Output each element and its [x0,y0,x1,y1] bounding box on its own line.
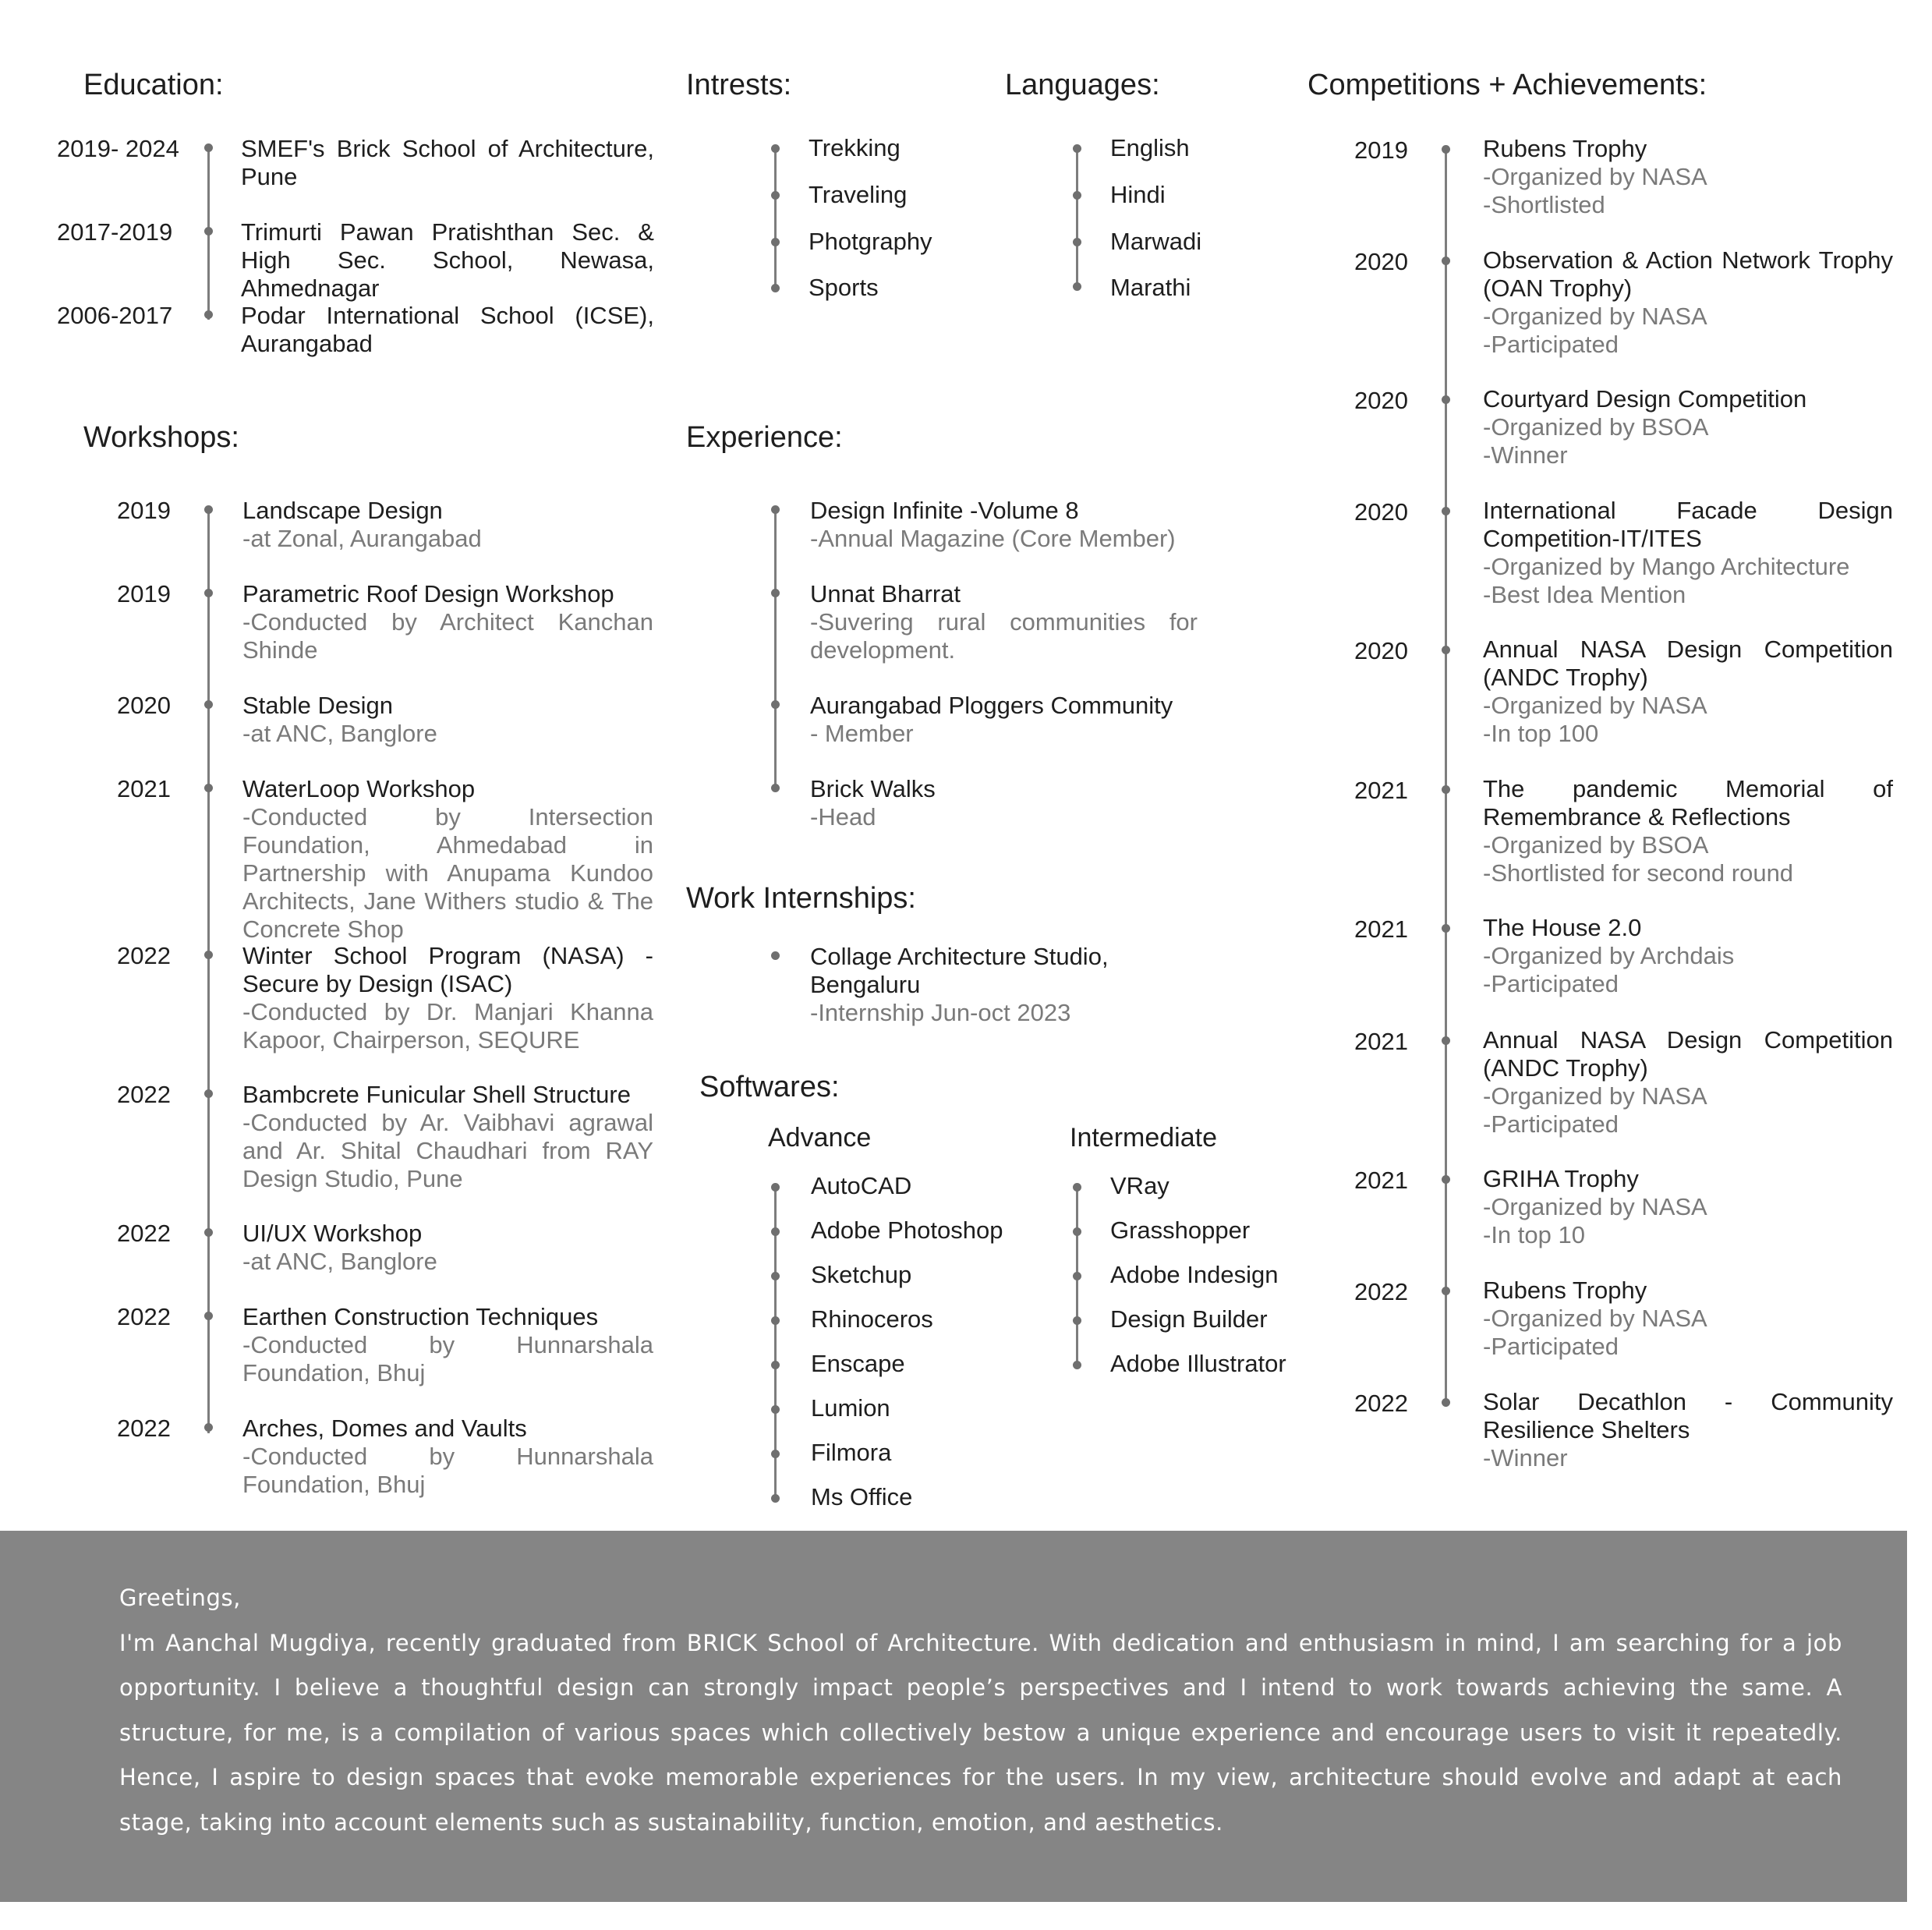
bullet-dot [1073,1361,1081,1369]
experience-entry [810,497,1198,553]
competition-title: Courtyard Design Competition [1483,385,1807,413]
language-item: English [1110,134,1190,161]
software-item: Enscape [811,1350,905,1377]
workshop-year: 2022 [117,1303,171,1330]
bullet-dot [771,191,780,200]
competition-organizer: -Organized by Archdais [1483,942,1735,969]
timeline-dot [1442,1175,1450,1184]
workshop-title: WaterLoop Workshop [242,775,476,802]
timeline-dot [1442,1287,1450,1295]
workshop-detail: -Conducted by Dr. Manjari Khanna Kapoor, Chairperson, SEQURE [242,998,653,1054]
experience-detail: - Member [810,720,914,747]
competition-title: Annual NASA Design Competition (ANDC Trophy) [1483,1026,1893,1082]
workshop-entry [242,942,653,1054]
workshop-title: UI/UX Workshop [242,1220,423,1247]
competition-year: 2020 [1354,248,1408,275]
timeline-dot [204,1089,213,1098]
competition-result: -Shortlisted [1483,191,1605,218]
interest-item: Trekking [809,134,901,161]
competition-result: -Participated [1483,970,1619,997]
timeline-dot [1442,507,1450,515]
experience-entry [810,775,1198,831]
timeline-dot [204,227,213,235]
competition-organizer: -Organized by BSOA [1483,831,1709,859]
education-entry [241,302,654,358]
competition-entry [1483,1026,1893,1139]
competition-year: 2021 [1354,915,1408,943]
bullet-dot [771,1361,780,1369]
competition-title: International Facade Design Competition-IT/ITES [1483,497,1893,552]
workshop-detail: -Conducted by Intersection Foundation, Ahmedabad in Partnership with Anupama Kundoo Architects, Jane Withers studio & The Concrete Shop [242,803,653,943]
competition-organizer: -Organized by NASA [1483,1193,1707,1220]
bullet-dot [771,951,780,960]
workshop-detail: -Conducted by Hunnarshala Foundation, Bhuj [242,1443,653,1498]
software-item: Rhinoceros [811,1305,933,1333]
competition-year: 2022 [1354,1390,1408,1417]
bullet-dot [771,1272,780,1280]
timeline-dot [1442,646,1450,654]
bullet-dot [771,1183,780,1192]
competition-year: 2021 [1354,1167,1408,1194]
software-item: Grasshopper [1110,1216,1251,1244]
competition-result: -Best Idea Mention [1483,581,1686,608]
bullet-dot [1073,1272,1081,1280]
workshop-entry [242,1303,653,1387]
workshop-year: 2022 [117,1415,171,1442]
experience-entry [810,580,1198,664]
workshop-entry [242,1081,653,1193]
workshop-detail: -Conducted by Hunnarshala Foundation, Bhuj [242,1331,653,1386]
experience-detail: -Suvering rural communities for development. [810,608,1198,664]
competition-entry [1483,775,1893,887]
competition-year: 2020 [1354,387,1408,414]
software-item: Adobe Photoshop [811,1216,1003,1244]
bullet-dot [1073,1183,1081,1192]
competition-result: -Participated [1483,1110,1619,1138]
competition-year: 2019 [1354,136,1408,164]
competition-result: -Shortlisted for second round [1483,859,1794,887]
workshop-year: 2022 [117,1220,171,1247]
workshop-detail: -at ANC, Banglore [242,1248,437,1275]
workshop-title: Stable Design [242,692,394,719]
education-year: 2017-2019 [57,218,173,246]
timeline-dot [204,700,213,709]
workshop-title: Arches, Domes and Vaults [242,1415,527,1442]
bullet-dot [771,238,780,246]
competition-organizer: -Organized by NASA [1483,692,1707,719]
education-school: Podar International School (ICSE), Aurangabad [241,302,654,357]
workshop-entry [242,580,653,664]
internship-title: Collage Architecture Studio, Bengaluru [810,943,1109,998]
workshop-year: 2019 [117,497,171,524]
intermediate-heading: Intermediate [1070,1123,1217,1153]
advance-heading: Advance [768,1123,872,1153]
competition-organizer: -Organized by Mango Architecture [1483,553,1850,580]
timeline-dot [1442,924,1450,933]
experience-heading: Experience: [686,421,843,454]
timeline-dot [1442,1036,1450,1045]
competition-title: GRIHA Trophy [1483,1165,1639,1192]
timeline-dot [204,784,213,792]
internship-detail: -Internship Jun-oct 2023 [810,999,1071,1026]
workshop-detail: -Conducted by Architect Kanchan Shinde [242,608,653,664]
workshop-detail: -at Zonal, Aurangabad [242,525,482,552]
competition-title: Observation & Action Network Trophy (OAN Trophy) [1483,246,1893,302]
bullet-dot [771,1405,780,1414]
competition-result: -Participated [1483,1333,1619,1360]
competition-entry [1483,1277,1893,1361]
interest-item: Sports [809,274,879,301]
competition-entry [1483,497,1893,609]
competition-year: 2020 [1354,637,1408,664]
competition-result: -Winner [1483,1444,1568,1471]
bullet-dot [771,700,780,709]
education-school: Trimurti Pawan Pratishthan Sec. & High Sec. School, Newasa, Ahmednagar [241,218,654,302]
competition-entry [1483,1388,1893,1472]
workshop-title: Bambcrete Funicular Shell Structure [242,1081,631,1108]
competition-year: 2021 [1354,1028,1408,1055]
workshop-year: 2019 [117,580,171,607]
workshop-year: 2021 [117,775,171,802]
bullet-dot [771,144,780,153]
bullet-dot [771,505,780,514]
software-item: Sketchup [811,1261,912,1288]
internship-entry [810,943,1215,1027]
workshop-entry [242,692,653,748]
competitions-heading: Competitions + Achievements: [1307,69,1707,101]
bullet-dot [771,784,780,792]
workshop-entry [242,775,653,944]
competition-year: 2021 [1354,777,1408,804]
language-item: Marathi [1110,274,1191,301]
bullet-dot [1073,191,1081,200]
education-school: SMEF's Brick School of Architecture, Pune [241,135,654,190]
bullet-dot [771,1316,780,1325]
timeline-dot [204,589,213,597]
competition-entry [1483,1165,1893,1249]
timeline-dot [204,310,213,319]
education-entry [241,135,654,191]
bullet-dot [771,284,780,292]
experience-title: Unnat Bharrat [810,580,961,607]
competition-organizer: -Organized by BSOA [1483,413,1709,441]
competition-entry [1483,914,1893,998]
softwares-heading: Softwares: [699,1071,840,1103]
workshop-detail: -at ANC, Banglore [242,720,437,747]
greeting-panel [0,1531,1907,1902]
software-item: AutoCAD [811,1172,912,1199]
timeline-dot [204,1312,213,1320]
languages-heading: Languages: [1005,69,1160,101]
bullet-dot [1073,1227,1081,1236]
experience-title: Brick Walks [810,775,936,802]
timeline-dot [204,1423,213,1432]
competition-title: Rubens Trophy [1483,1277,1647,1304]
greeting-salutation: Greetings, [119,1585,241,1611]
software-item: Filmora [811,1439,892,1466]
bullet-dot [771,1227,780,1236]
bullet-dot [1073,282,1081,291]
languages-timeline [1076,147,1078,286]
interests-timeline [774,147,777,288]
timeline-dot [1442,1398,1450,1407]
timeline-dot [1442,257,1450,265]
competition-title: Solar Decathlon - Community Resilience Shelters [1483,1388,1893,1443]
workshop-title: Parametric Roof Design Workshop [242,580,614,607]
competition-year: 2020 [1354,498,1408,526]
competition-entry [1483,636,1893,748]
workshop-entry [242,1220,653,1276]
workshops-heading: Workshops: [83,421,239,454]
competition-entry [1483,385,1893,469]
bullet-dot [1073,1316,1081,1325]
competition-organizer: -Organized by NASA [1483,1305,1707,1332]
experience-detail: -Head [810,803,876,830]
competition-result: -In top 10 [1483,1221,1585,1248]
competition-entry [1483,135,1893,219]
competition-year: 2022 [1354,1278,1408,1305]
competition-title: Rubens Trophy [1483,135,1647,162]
experience-timeline [774,508,777,788]
workshop-entry [242,1415,653,1499]
language-item: Hindi [1110,181,1166,208]
timeline-dot [204,951,213,959]
workshops-timeline [207,508,210,1433]
bullet-dot [771,1450,780,1458]
internships-heading: Work Internships: [686,882,916,915]
bullet-dot [1073,144,1081,153]
competition-title: The pandemic Memorial of Remembrance & Reflections [1483,775,1893,830]
timeline-dot [1442,395,1450,404]
competition-result: -In top 100 [1483,720,1599,747]
bullet-dot [1073,238,1081,246]
timeline-dot [1442,785,1450,794]
software-item: VRay [1110,1172,1169,1199]
software-item: Adobe Indesign [1110,1261,1279,1288]
interest-item: Photgraphy [809,228,932,255]
workshop-title: Winter School Program (NASA) - Secure by Design (ISAC) [242,942,653,997]
interest-item: Traveling [809,181,908,208]
bullet-dot [771,589,780,597]
software-item: Lumion [811,1394,890,1422]
workshop-title: Earthen Construction Techniques [242,1303,599,1330]
experience-title: Aurangabad Ploggers Community [810,692,1173,719]
language-item: Marwadi [1110,228,1202,255]
workshop-year: 2022 [117,942,171,969]
greeting-text [119,1576,1842,1845]
competition-organizer: -Organized by NASA [1483,163,1707,190]
workshop-year: 2020 [117,692,171,719]
education-year: 2006-2017 [57,302,173,329]
education-year: 2019- 2024 [57,135,179,162]
workshop-entry [242,497,653,553]
experience-title: Design Infinite -Volume 8 [810,497,1079,524]
experience-entry [810,692,1198,748]
timeline-dot [204,1228,213,1237]
education-heading: Education: [83,69,224,101]
timeline-dot [204,143,213,152]
competition-organizer: -Organized by NASA [1483,1082,1707,1110]
experience-detail: -Annual Magazine (Core Member) [810,525,1176,552]
interests-heading: Intrests: [686,69,792,101]
bullet-dot [771,1494,780,1503]
software-item: Design Builder [1110,1305,1268,1333]
timeline-dot [204,505,213,514]
workshop-year: 2022 [117,1081,171,1108]
software-item: Ms Office [811,1483,913,1510]
timeline-dot [1442,145,1450,154]
greeting-body: I'm Aanchal Mugdiya, recently graduated from BRICK School of Architecture. With dedication and enthusiasm in mind, I am searching for a job opportunity. I believe a thoughtful design can strongly impact people’s perspectives and I intend to work towards achieving the same. A structure, for me, is a compilation of various spaces which collectively bestow a unique experience and encourage users to visit it repeatedly. Hence, I aspire to design spaces that evoke memorable experiences for the users. In my view, architecture should evolve and adapt at each stage, taking into account elements such as sustainability, function, emotion, and aesthetics. [119,1629,1842,1836]
competition-entry [1483,246,1893,359]
competitions-timeline [1445,148,1447,1407]
competition-result: -Winner [1483,441,1568,469]
workshop-detail: -Conducted by Ar. Vaibhavi agrawal and Ar. Shital Chaudhari from RAY Design Studio, Pune [242,1109,653,1192]
software-item: Adobe Illustrator [1110,1350,1286,1377]
competition-title: Annual NASA Design Competition (ANDC Trophy) [1483,636,1893,691]
workshop-title: Landscape Design [242,497,443,524]
competition-result: -Participated [1483,331,1619,358]
competition-title: The House 2.0 [1483,914,1642,941]
education-entry [241,218,654,303]
competition-organizer: -Organized by NASA [1483,303,1707,330]
